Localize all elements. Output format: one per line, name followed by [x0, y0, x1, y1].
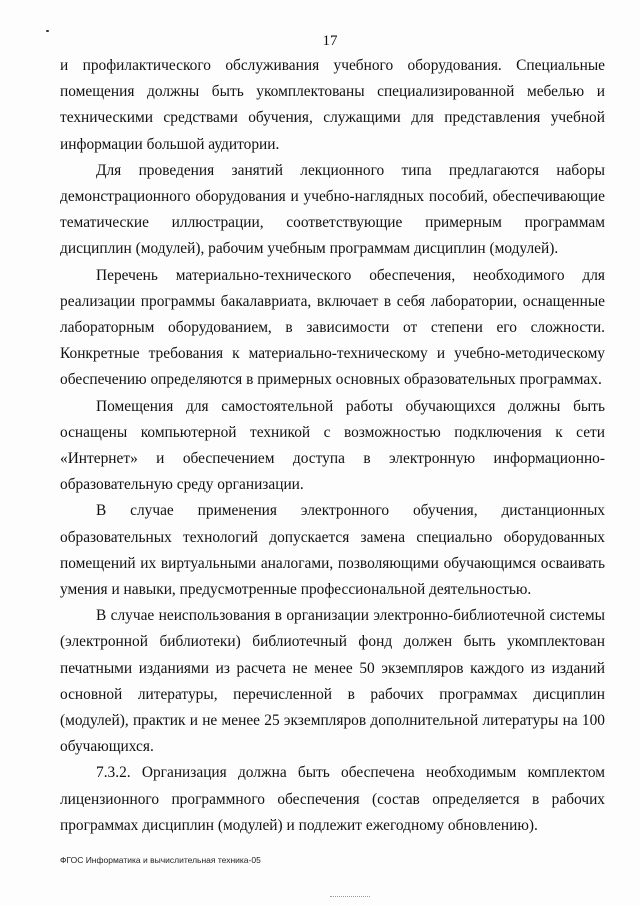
scan-speck: [46, 30, 49, 32]
paragraph-lecture-equipment: Для проведения занятий лекционного типа предлагаются наборы демонстрационного оборудования и учебно-наглядных пособий, обеспечивающие тематические иллюстрации, соответствующие примерным программам дисциплин (модулей), рабочим учебным программам дисциплин (модулей).: [60, 161, 605, 258]
page-number: 17: [322, 33, 338, 49]
paragraph-licensed-software: 7.3.2. Организация должна быть обеспечена необходимым комплектом лицензионного программного обеспечения (состав определяется в рабочих программах дисциплин (модулей) и подлежит ежегодному обновлению).: [60, 764, 605, 834]
document-body: [60, 53, 605, 839]
scan-marks: [330, 896, 370, 899]
paragraph-library-fund: В случае неиспользования в организации электронно-библиотечной системы (электронной библиотеки) библиотечный фонд должен быть укомплектован печатными изданиями из расчета не менее 50 экземпляров каждого из изданий основной литературы, перечисленной в рабочих программах дисциплин (модулей), практик и не менее 25 экземпляров дополнительной литературы на 100 обучающихся.: [60, 607, 605, 756]
page-footer: ФГОС Информатика и вычислительная техника-05: [60, 855, 261, 865]
paragraph-material-support: Перечень материально-технического обеспечения, необходимого для реализации программы бакалавриата, включает в себя лаборатории, оснащенные лабораторным оборудованием, в зависимости от степени его сложности. Конкретные требования к материально-техническому и учебно-методическому обеспечению определяются в примерных основных образовательных программах.: [60, 266, 605, 389]
paragraph-continuation: и профилактического обслуживания учебного оборудования. Специальные помещения должны быть укомплектованы специализированной мебелью и техническими средствами обучения, служащими для представления учебной информации большой аудитории.: [60, 57, 605, 153]
paragraph-e-learning: В случае применения электронного обучения, дистанционных образовательных технологий допускается замена специально оборудованных помещений их виртуальными аналогами, позволяющими обучающимся осваивать умения и навыки, предусмотренные профессиональной деятельностью.: [60, 502, 605, 599]
paragraph-self-study-rooms: Помещения для самостоятельной работы обучающихся должны быть оснащены компьютерной техникой с возможностью подключения к сети «Интернет» и обеспечением доступа в электронную информационно-образовательную среду организации.: [60, 397, 605, 494]
